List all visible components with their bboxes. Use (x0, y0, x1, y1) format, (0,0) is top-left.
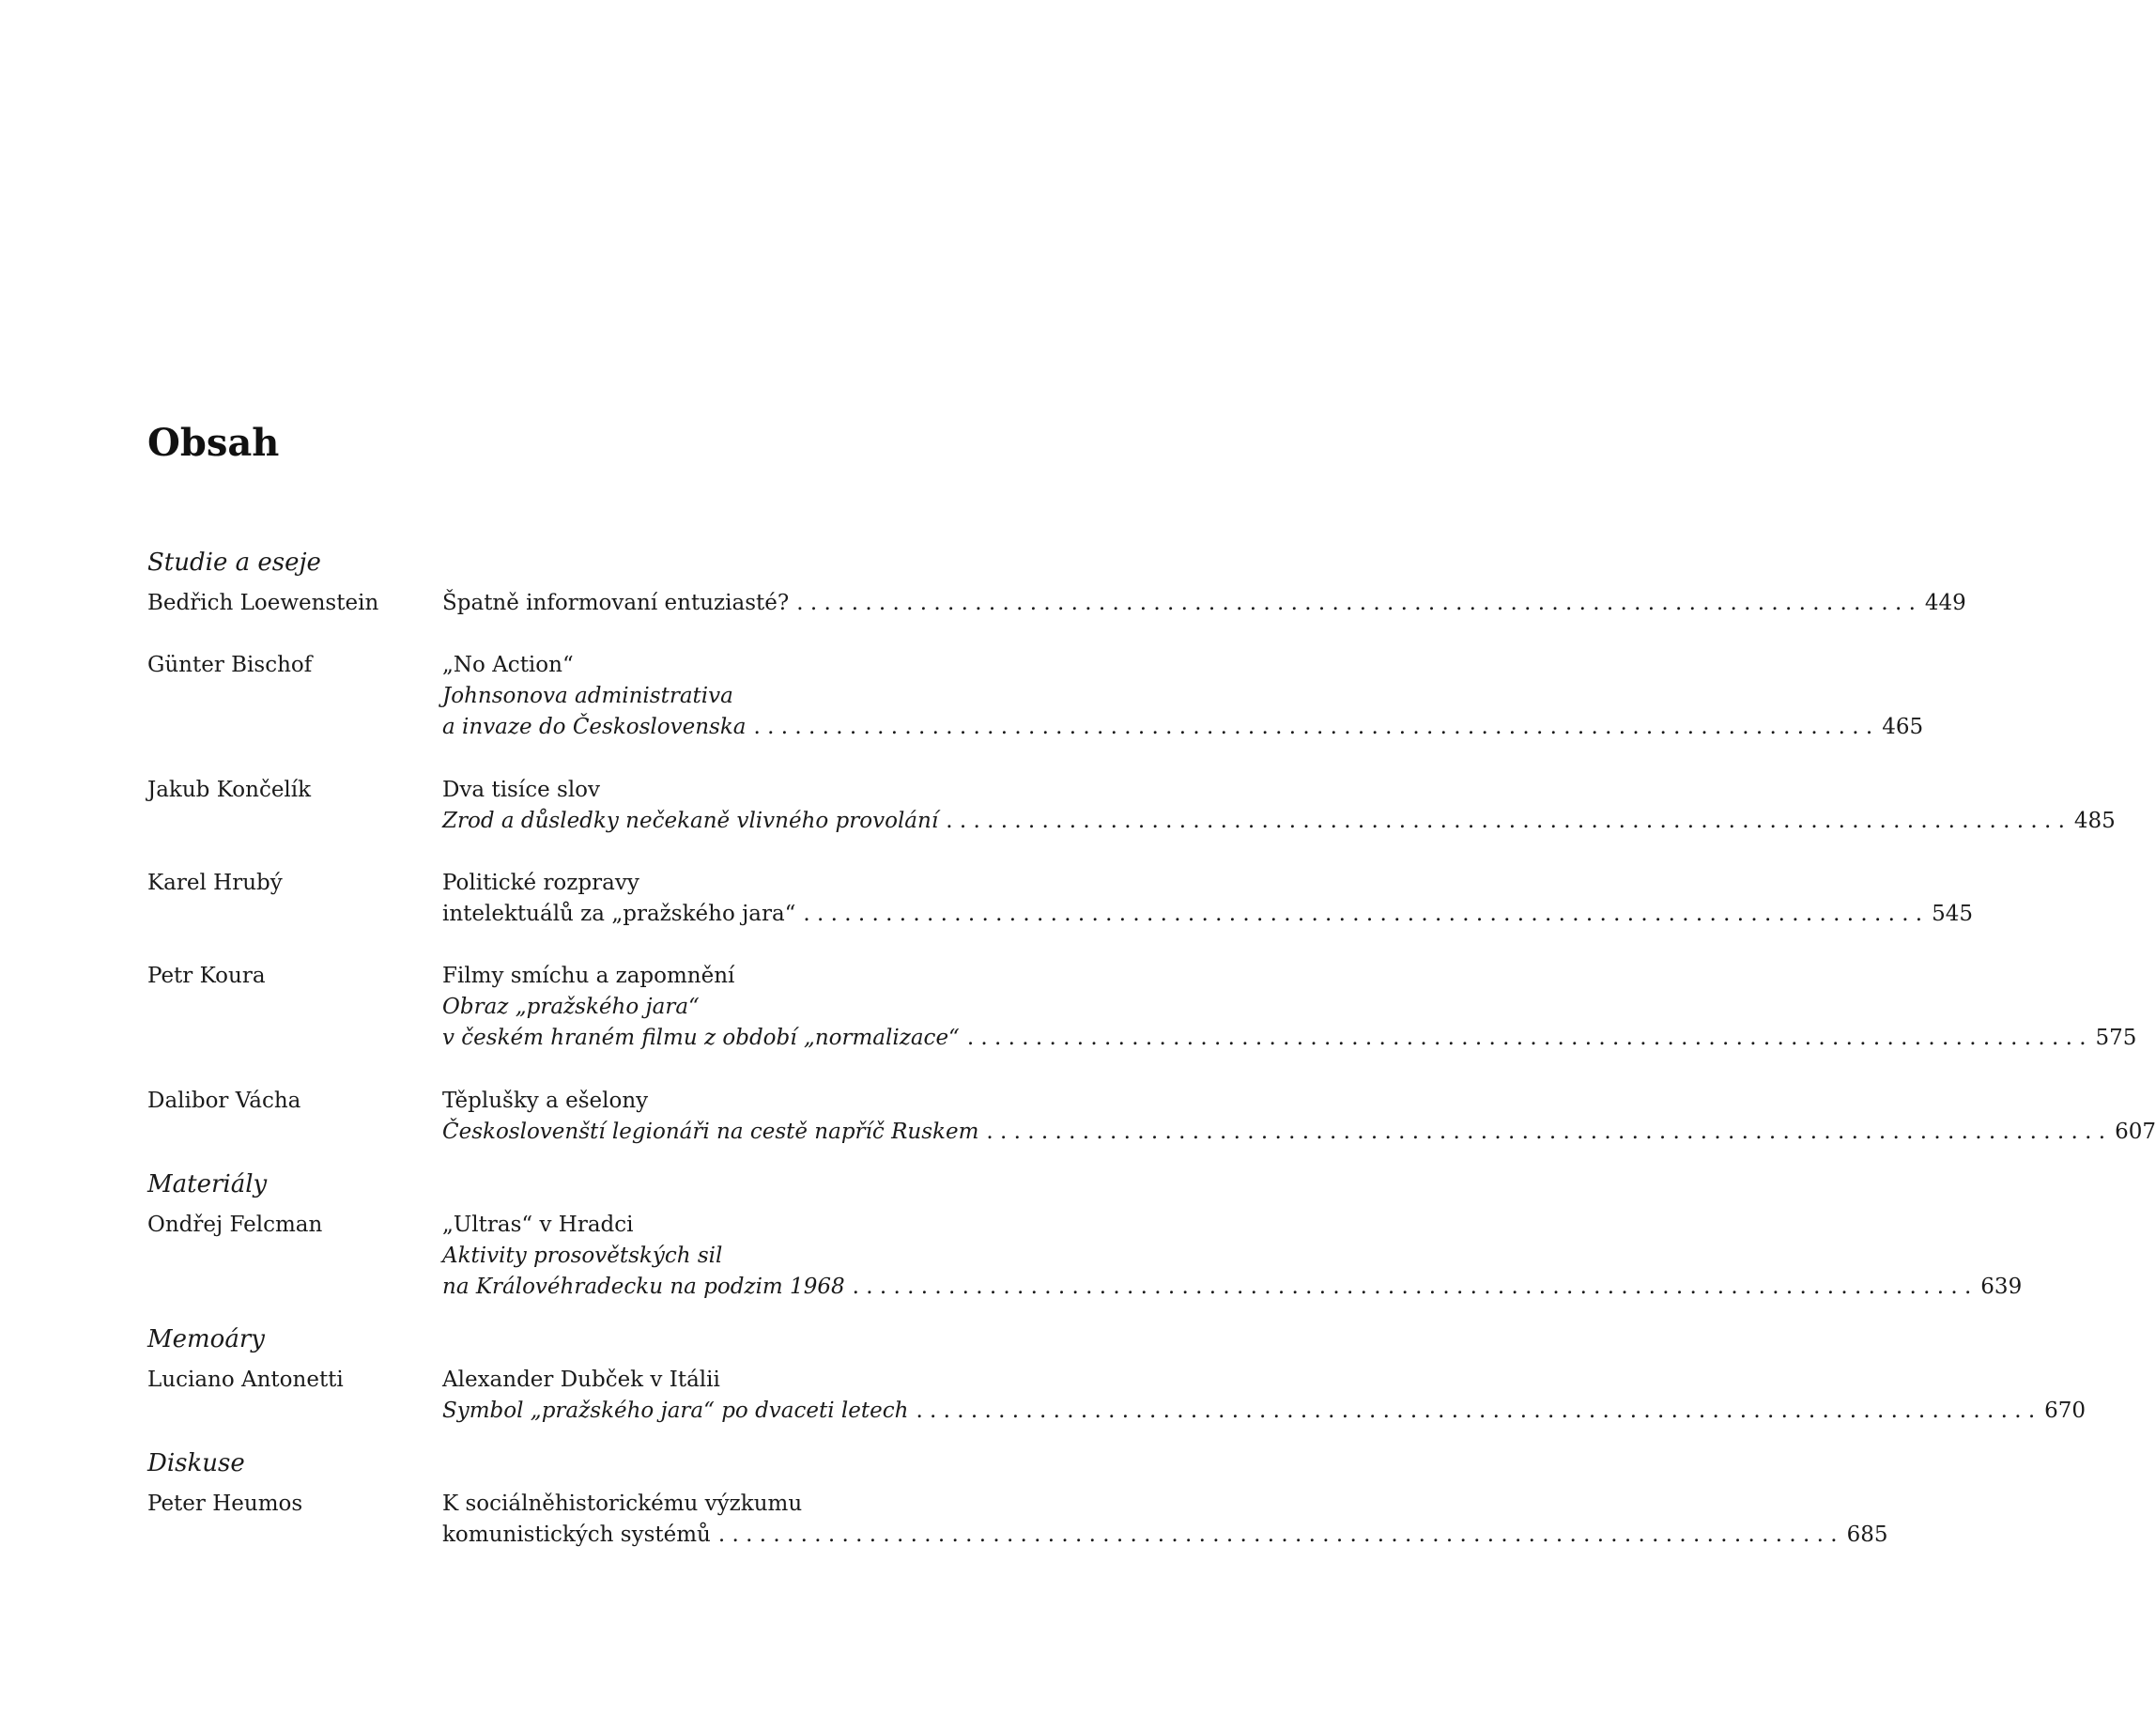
entry-subtitle: Zrod a důsledky nečekaně vlivného provolání (442, 809, 939, 833)
dot-leaders (978, 1117, 2105, 1148)
dot-leaders (845, 1272, 1972, 1303)
page-number: 607 (2115, 1120, 2156, 1144)
dot-leaders (711, 1520, 1838, 1551)
toc-entry[interactable] (442, 650, 1924, 743)
page-number: 639 (1980, 1275, 2023, 1299)
toc-entry[interactable] (442, 588, 1966, 619)
toc-author: Peter Heumos (147, 1492, 303, 1516)
page-number: 685 (1846, 1523, 1888, 1547)
entry-subtitle: v českém hraném filmu z období „normalizace“ (442, 1026, 960, 1050)
toc-author: Karel Hrubý (147, 871, 283, 895)
entry-title-continued: komunistických systémů (442, 1523, 711, 1547)
section-heading: Diskuse (147, 1449, 245, 1477)
section-heading: Materiály (147, 1170, 268, 1198)
entry-title: Alexander Dubček v Itálii (442, 1368, 720, 1392)
toc-entry[interactable] (442, 1210, 2023, 1303)
dot-leaders (789, 588, 1916, 619)
dot-leaders (795, 899, 1922, 930)
toc-author: Petr Koura (147, 964, 266, 988)
toc-entry[interactable] (442, 775, 2116, 837)
entry-subtitle: Johnsonova administrativa (442, 684, 733, 708)
dot-leaders (960, 1023, 2087, 1054)
toc-author: Günter Bischof (147, 653, 313, 677)
entry-subtitle: Aktivity prosovětských sil (442, 1244, 723, 1268)
entry-title: Politické rozpravy (442, 871, 639, 895)
toc-entry[interactable] (442, 868, 1974, 930)
entry-title: Těplušky a ešelony (442, 1089, 649, 1113)
toc-author: Dalibor Vácha (147, 1089, 301, 1113)
page-number: 670 (2044, 1399, 2087, 1423)
entry-subtitle: Symbol „pražského jara“ po dvaceti letech (442, 1399, 909, 1423)
page-number: 575 (2095, 1026, 2137, 1050)
entry-title: „No Action“ (442, 653, 574, 677)
toc-author: Bedřich Loewenstein (147, 591, 379, 615)
entry-title: „Ultras“ v Hradci (442, 1213, 634, 1237)
entry-subtitle: Českoslovenští legionáři na cestě napříč Ruskem (442, 1120, 979, 1144)
entry-title-continued: intelektuálů za „pražského jara“ (442, 902, 796, 926)
page-number: 545 (1932, 902, 1974, 926)
entry-subtitle: Obraz „pražského jara“ (442, 995, 700, 1019)
entry-title: K sociálněhistorickému výzkumu (442, 1492, 803, 1516)
dot-leaders (908, 1396, 2035, 1427)
page-number: 465 (1882, 715, 1924, 739)
section-heading: Memoáry (147, 1325, 265, 1353)
toc-entry[interactable] (442, 1365, 2087, 1427)
toc-entry[interactable] (442, 961, 2137, 1054)
dot-leaders (938, 806, 2065, 837)
entry-title: Dva tisíce slov (442, 778, 601, 802)
page-number: 449 (1924, 591, 1966, 615)
page-title: Obsah (147, 421, 280, 465)
entry-title: Filmy smíchu a zapomnění (442, 964, 735, 988)
entry-subtitle: a invaze do Československa (442, 715, 747, 739)
toc-author: Ondřej Felcman (147, 1213, 323, 1237)
toc-author: Jakub Končelík (147, 778, 312, 802)
entry-subtitle: na Královéhradecku na podzim 1968 (442, 1275, 845, 1299)
page-number: 485 (2073, 809, 2116, 833)
toc-entry[interactable] (442, 1489, 1888, 1551)
toc-author: Luciano Antonetti (147, 1368, 344, 1392)
toc-entry[interactable] (442, 1086, 2156, 1148)
entry-title: Špatně informovaní entuziasté? (442, 591, 790, 615)
section-heading: Studie a eseje (147, 549, 321, 577)
dot-leaders (747, 712, 1873, 743)
